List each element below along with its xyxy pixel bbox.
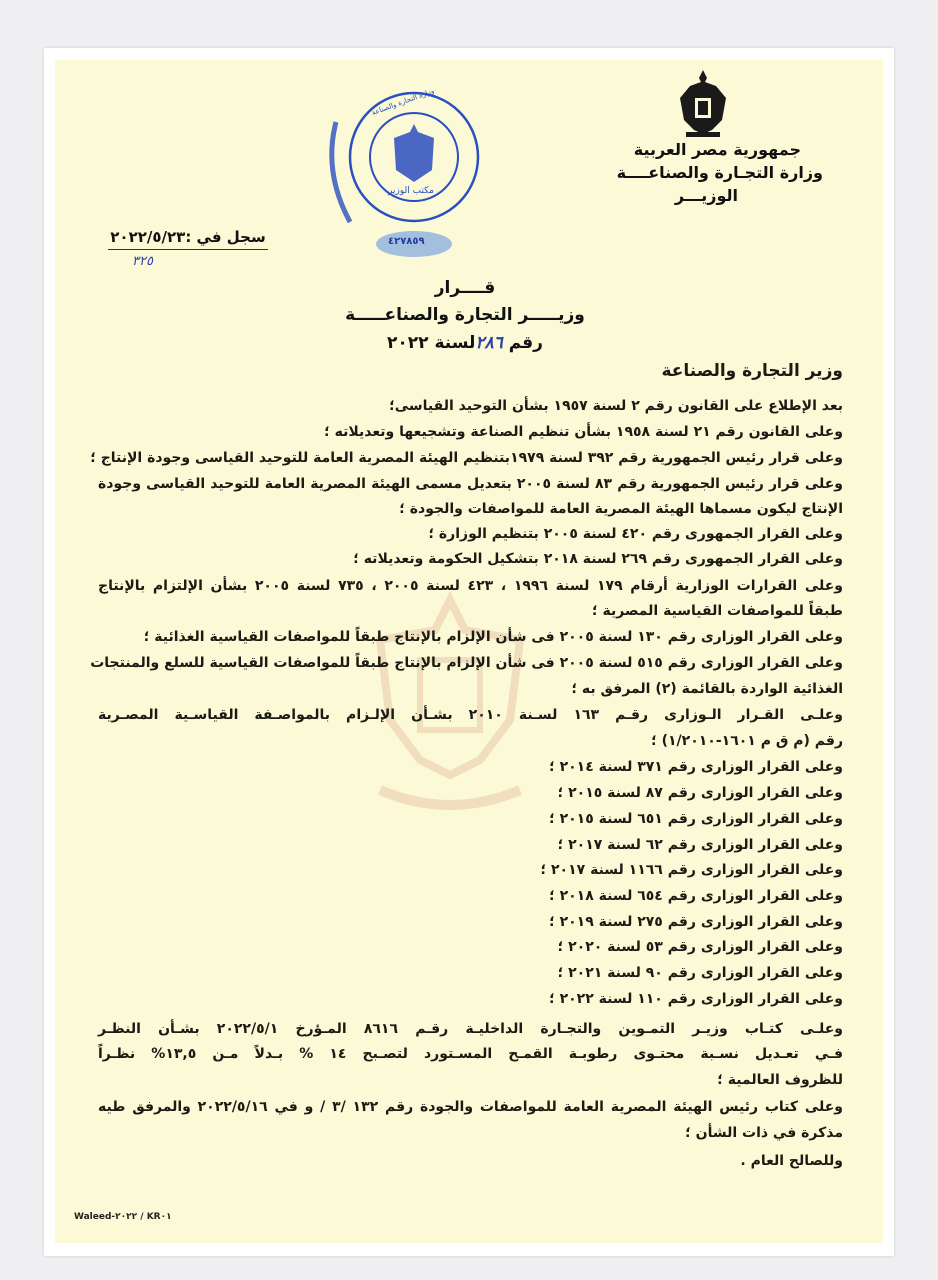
body-line: فـي تعـديل نسـبة محتـوى رطوبـة القمـح المسـتورد لتصـبح ١٤ % بـدلاً مـن ١٣,٥% نظـراً [98,1046,844,1062]
body-line: وعلى قرار رئيس الجمهورية رقم ٣٩٢ لسنة ١٩٧٩بتنظيم الهيئة المصرية العامة للتوحيد القياسى وجودة الإنتاج ؛ [90,450,843,466]
decree-number [265,333,665,353]
body-line: وعلى القرار الوزارى رقم ١٣٠ لسنة ٢٠٠٥ فى شأن الإلزام بالإنتاج طبقاً للمواصفات القياسية الغذائية ؛ [143,629,843,645]
body-line: الإنتاج ليكون مسماها الهيئة المصرية العامة للمواصفات والجودة ؛ [399,501,843,517]
handwritten-number: ٣٢٥ [132,254,153,269]
decree-issuer: وزيـــــر التجارة والصناعـــــة [345,305,585,325]
body-line: وعلى القرار الوزارى رقم ٦٢ لسنة ٢٠١٧ ؛ [557,837,843,853]
decree-number-prefix: رقم [508,333,543,353]
body-line: وعلى القرار الوزارى رقم ٣٧١ لسنة ٢٠١٤ ؛ [549,759,843,775]
body-line: وعلى القرار الوزارى رقم ٢٧٥ لسنة ٢٠١٩ ؛ [549,914,843,930]
body-line: وعلى القرار الوزارى رقم ٦٥٤ لسنة ٢٠١٨ ؛ [549,888,843,904]
body-line: وعلى القرار الوزارى رقم ٦٥١ لسنة ٢٠١٥ ؛ [549,811,843,827]
body-line: رقم (م ق م ١٦٠١-١/٢٠١٠) ؛ [651,733,843,749]
body-line: وعلـى القـرار الـوزارى رقـم ١٦٣ لسـنة ٢٠١٠ بشـأن الإلـزام بالمواصـفة القياسـية المصـرية [98,707,843,723]
decree-title: قــــرار [434,278,496,298]
body-line: وعلى القرار الوزارى رقم ٥١٥ لسنة ٢٠٠٥ فى شأن الإلزام بالإنتاج طبقاً للمواصفات القياسية للسلع والمنتجات [90,655,843,671]
body-line: وعلـى كتـاب وزيـر التمـوين والتجـارة الداخليـة رقـم ٨٦١٦ المـؤرخ ٢٠٢٢/٥/١ بشـأن النظـر [98,1021,843,1037]
body-line: وعلى القرارات الوزارية أرقام ١٧٩ لسنة ١٩٩٦ ، ٤٢٣ لسنة ٢٠٠٥ ، ٧٣٥ لسنة ٢٠٠٥ بشأن الإلتزام بالإنتاج [98,578,843,594]
body-line: للظروف العالمية ؛ [717,1072,843,1088]
decree-year: لسنة ٢٠٢٢ [387,333,476,353]
body-line: طبقاً للمواصفات القياسية المصرية ؛ [592,603,843,619]
registration-label: سجل في : [185,228,266,246]
body-line: وعلى كتاب رئيس الهيئة المصرية العامة للمواصفات والجودة رقم ١٣٢ /٣ / و في ٢٠٢٢/٥/١٦ والمرفق طيه [98,1099,843,1115]
body-line: وعلى القرار الوزارى رقم ٥٣ لسنة ٢٠٢٠ ؛ [557,939,843,955]
registration-date [108,228,268,250]
letterhead-country: جمهورية مصر العربية [633,140,801,159]
body-line: وعلى القرار الجمهورى رقم ٢٦٩ لسنة ٢٠١٨ بتشكيل الحكومة وتعديلاته ؛ [353,551,843,567]
stamp-oval-number: ٤٢٧٨٥٩ [388,236,425,247]
registration-date-value: ٢٠٢٢/٥/٢٣ [110,228,186,246]
footer-reference: Waleed-٢٠٢٢ / KR٠١ [74,1212,172,1222]
letterhead-ministry: وزارة التجـارة والصناعــــة [616,163,823,182]
body-line: وعلى القرار الوزارى رقم ٩٠ لسنة ٢٠٢١ ؛ [557,965,843,981]
body-line: الغذائية الواردة بالقائمة (٢) المرفق به ؛ [571,681,843,697]
decree-number-handwritten: ٢٨٦ [475,333,503,353]
body-line: وعلى القرار الجمهورى رقم ٤٢٠ لسنة ٢٠٠٥ بتنظيم الوزارة ؛ [428,526,843,542]
body-line: وللصالح العام . [740,1153,843,1169]
body-heading: وزير التجارة والصناعة [661,361,843,381]
body-line: وعلى القانون رقم ٢١ لسنة ١٩٥٨ بشأن تنظيم الصناعة وتشجيعها وتعديلاته ؛ [324,424,843,440]
stamp-bottom-text: مكتب الوزير [388,186,434,196]
body-line: وعلى قرار رئيس الجمهورية رقم ٨٣ لسنة ٢٠٠٥ بتعديل مسمى الهيئة المصرية العامة للتوحيد القياسى وجودة [98,476,843,492]
body-line: بعد الإطلاع على القانون رقم ٢ لسنة ١٩٥٧ بشأن التوحيد القياسى؛ [389,398,843,414]
body-line: مذكرة في ذات الشأن ؛ [685,1125,843,1141]
body-line: وعلى القرار الوزارى رقم ١١٠ لسنة ٢٠٢٢ ؛ [549,991,843,1007]
body-line: وعلى القرار الوزارى رقم ٨٧ لسنة ٢٠١٥ ؛ [557,785,843,801]
letterhead-minister: الوزيـــر [674,186,738,205]
stamp-ring-text: وزارة التجارة والصناعة [370,86,436,118]
egypt-eagle-emblem-icon [676,68,730,138]
body-line: وعلى القرار الوزارى رقم ١١٦٦ لسنة ٢٠١٧ ؛ [540,862,843,878]
